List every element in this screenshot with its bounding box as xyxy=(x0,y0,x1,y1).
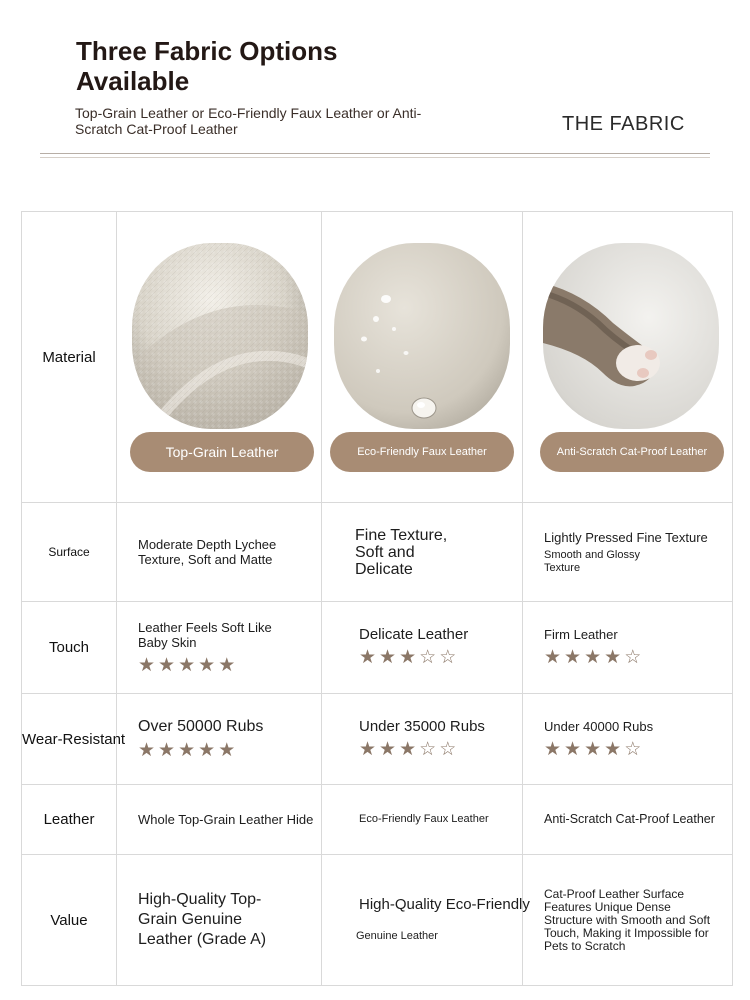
wear-cell-cat-proof xyxy=(523,694,733,785)
leather-text: Whole Top-Grain Leather Hide xyxy=(138,812,314,827)
row-label-material: Material xyxy=(22,212,117,503)
table-row-surface xyxy=(22,503,733,602)
row-label-touch: Touch xyxy=(22,602,117,694)
row-label-value: Value xyxy=(22,855,117,986)
star-filled-icon: ★ xyxy=(138,654,159,676)
touch-text: Firm Leather xyxy=(544,627,618,642)
cat-proof-leather-image xyxy=(543,243,719,429)
rating-stars xyxy=(544,740,732,760)
star-empty-icon: ☆ xyxy=(419,647,440,668)
table-row-leather xyxy=(22,785,733,855)
star-filled-icon: ★ xyxy=(584,738,605,760)
leather-cell-top-grain xyxy=(117,785,322,855)
leather-cell-eco-faux xyxy=(322,785,523,855)
surface-text: Lightly Pressed Fine Texture xyxy=(544,529,708,545)
rating-stars xyxy=(359,648,522,668)
value-cell-top-grain xyxy=(117,855,322,986)
rating-stars xyxy=(138,741,321,761)
surface-text: Fine Texture, Soft and Delicate xyxy=(355,526,448,578)
star-filled-icon: ★ xyxy=(359,647,380,668)
value-text: Genuine Leather xyxy=(356,930,438,942)
touch-cell-cat-proof xyxy=(523,602,733,694)
star-filled-icon: ★ xyxy=(399,647,420,668)
touch-text: Delicate Leather xyxy=(359,626,469,643)
eco-faux-leather-image xyxy=(334,243,510,429)
divider xyxy=(40,153,710,154)
table-row-material xyxy=(22,212,733,503)
star-filled-icon: ★ xyxy=(178,654,199,676)
star-empty-icon: ☆ xyxy=(624,738,645,760)
surface-cell-top-grain xyxy=(117,503,322,602)
row-label-leather: Leather xyxy=(22,785,117,855)
star-filled-icon: ★ xyxy=(544,647,565,668)
touch-cell-eco-faux xyxy=(322,602,523,694)
value-text: High-Quality Top-Grain Genuine Leather (Grade A) xyxy=(138,891,267,948)
star-filled-icon: ★ xyxy=(399,738,420,760)
surface-cell-eco-faux xyxy=(322,503,523,602)
rating-stars xyxy=(544,648,732,668)
wear-text: Under 35000 Rubs xyxy=(359,717,485,735)
material-pill-top-grain xyxy=(130,432,314,472)
star-filled-icon: ★ xyxy=(359,738,380,760)
leather-text: Eco-Friendly Faux Leather xyxy=(359,813,489,825)
material-cell-eco-faux xyxy=(322,212,523,503)
star-filled-icon: ★ xyxy=(198,739,219,761)
star-filled-icon: ★ xyxy=(584,647,605,668)
page-subtitle: Top-Grain Leather or Eco-Friendly Faux Leather or Anti-Scratch Cat-Proof Leather xyxy=(75,105,422,137)
rating-stars xyxy=(359,740,522,760)
star-filled-icon: ★ xyxy=(198,654,219,676)
star-filled-icon: ★ xyxy=(158,654,179,676)
value-text: Cat-Proof Leather Surface Features Unique Dense Structure with Smooth and Soft Touch, Making it Impossible for Pets to Scratch xyxy=(544,886,711,953)
top-grain-leather-image xyxy=(132,243,308,429)
star-filled-icon: ★ xyxy=(544,738,565,760)
divider xyxy=(40,157,710,158)
table-row-wear xyxy=(22,694,733,785)
star-empty-icon: ☆ xyxy=(419,738,440,760)
star-empty-icon: ☆ xyxy=(624,647,645,668)
value-cell-cat-proof xyxy=(523,855,733,986)
row-label-surface: Surface xyxy=(22,503,117,602)
table-row-touch xyxy=(22,602,733,694)
star-filled-icon: ★ xyxy=(158,739,179,761)
surface-cell-cat-proof xyxy=(523,503,733,602)
leather-text: Anti-Scratch Cat-Proof Leather xyxy=(544,812,715,826)
page-title: Three Fabric Options Available xyxy=(76,36,338,96)
wear-text: Over 50000 Rubs xyxy=(138,717,264,735)
star-filled-icon: ★ xyxy=(564,738,585,760)
star-filled-icon: ★ xyxy=(379,647,400,668)
star-filled-icon: ★ xyxy=(138,739,159,761)
star-filled-icon: ★ xyxy=(218,654,239,676)
star-filled-icon: ★ xyxy=(604,647,625,668)
star-filled-icon: ★ xyxy=(379,738,400,760)
header xyxy=(0,0,750,170)
touch-cell-top-grain xyxy=(117,602,322,694)
material-name: Top-Grain Leather xyxy=(165,443,279,460)
fabric-comparison-table xyxy=(21,211,733,986)
value-text: High-Quality Eco-Friendly xyxy=(359,896,530,913)
material-cell-top-grain xyxy=(117,212,322,503)
star-filled-icon: ★ xyxy=(604,738,625,760)
touch-text: Leather Feels Soft Like Baby Skin xyxy=(138,619,272,650)
row-label-wear: Wear-Resistant xyxy=(22,694,117,785)
surface-text: Moderate Depth Lychee Texture, Soft and Matte xyxy=(138,537,277,567)
star-empty-icon: ☆ xyxy=(439,647,460,668)
material-cell-cat-proof xyxy=(523,212,733,503)
wear-cell-top-grain xyxy=(117,694,322,785)
section-label: THE FABRIC xyxy=(562,113,685,135)
leather-cell-cat-proof xyxy=(523,785,733,855)
wear-cell-eco-faux xyxy=(322,694,523,785)
rating-stars xyxy=(138,656,321,676)
value-cell-eco-faux xyxy=(322,855,530,986)
star-filled-icon: ★ xyxy=(178,739,199,761)
table-row-value xyxy=(22,855,733,986)
star-filled-icon: ★ xyxy=(218,739,239,761)
wear-text: Under 40000 Rubs xyxy=(544,718,654,734)
star-filled-icon: ★ xyxy=(564,647,585,668)
material-name: Eco-Friendly Faux Leather xyxy=(357,445,487,458)
material-pill-cat-proof xyxy=(540,432,724,472)
material-name: Anti-Scratch Cat-Proof Leather xyxy=(556,445,708,458)
star-empty-icon: ☆ xyxy=(439,738,460,760)
material-pill-eco-faux xyxy=(330,432,514,472)
surface-text: Smooth and Glossy Texture xyxy=(544,548,640,574)
